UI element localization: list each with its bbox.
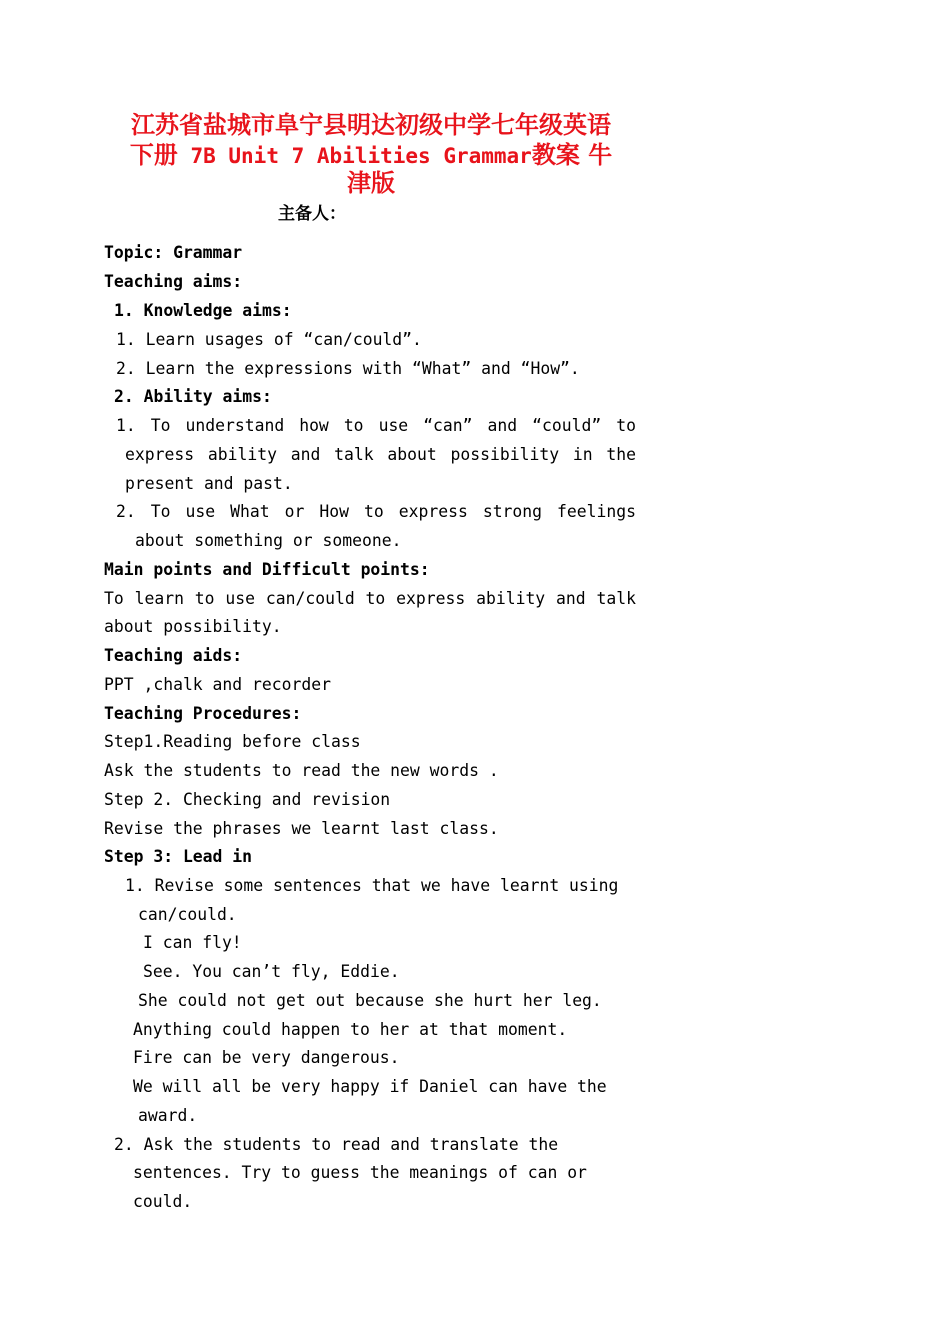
example-sentence-6-line-1: We will all be very happy if Daniel can have the [133, 1077, 607, 1096]
document-title-line-2 [104, 140, 638, 171]
ability-aim-1-line-1: 1. To understand how to use “can” and “could” to [116, 416, 636, 435]
teaching-aids-heading: Teaching aids: [104, 646, 243, 665]
ability-aim-1-line-3: present and past. [125, 474, 293, 493]
example-sentence-2: See. You can’t fly, Eddie. [143, 962, 400, 981]
document-title-line-1: 江苏省盐城市阜宁县明达初级中学七年级英语 [131, 110, 611, 139]
example-sentence-6-line-2: award. [138, 1106, 198, 1125]
title-en-part: 7B Unit 7 Abilities Grammar [177, 144, 532, 168]
teaching-aims-heading: Teaching aims: [104, 272, 243, 291]
step-1-title: Step1.Reading before class [104, 732, 361, 751]
main-points-line-2: about possibility. [104, 617, 282, 636]
step-3-item-2-line-2: sentences. Try to guess the meanings of can or [133, 1163, 587, 1182]
knowledge-aim-1: 1. Learn usages of “can/could”. [116, 330, 422, 349]
step-2-text: Revise the phrases we learnt last class. [104, 819, 499, 838]
ability-aim-2-line-2: about something or someone. [135, 531, 402, 550]
example-sentence-5: Fire can be very dangerous. [133, 1048, 400, 1067]
title-cn-part-a: 下册 [129, 140, 178, 169]
step-2-title: Step 2. Checking and revision [104, 790, 391, 809]
teaching-aids-text: PPT ,chalk and recorder [104, 675, 331, 694]
step-3-title: Step 3: Lead in [104, 847, 253, 866]
main-points-line-1: To learn to use can/could to express ability and talk [104, 589, 636, 608]
step-3-item-1-line-1: 1. Revise some sentences that we have learnt using [125, 876, 619, 895]
knowledge-aim-2: 2. Learn the expressions with “What” and “How”. [116, 359, 580, 378]
example-sentence-3: She could not get out because she hurt her leg. [138, 991, 602, 1010]
procedures-heading: Teaching Procedures: [104, 704, 302, 723]
document-title-line-3: 津版 [347, 168, 395, 197]
title-cn-part-b: 教案 牛 [531, 140, 613, 169]
example-sentence-4: Anything could happen to her at that moment. [133, 1020, 568, 1039]
main-points-heading: Main points and Difficult points: [104, 560, 430, 579]
step-3-item-2-line-1: 2. Ask the students to read and translate the [114, 1135, 559, 1154]
ability-aim-2-line-1: 2. To use What or How to express strong feelings [116, 502, 636, 521]
ability-aims-heading: 2. Ability aims: [114, 387, 272, 406]
ability-aim-1-line-2: express ability and talk about possibility in the [125, 445, 636, 464]
example-sentence-1: I can fly! [143, 933, 242, 952]
step-3-item-1-line-2: can/could. [138, 905, 237, 924]
topic-heading: Topic: Grammar [104, 243, 243, 262]
step-1-text: Ask the students to read the new words . [104, 761, 499, 780]
step-3-item-2-line-3: could. [133, 1192, 193, 1211]
knowledge-aims-heading: 1. Knowledge aims: [114, 301, 292, 320]
author-label: 主备人： [278, 204, 346, 224]
